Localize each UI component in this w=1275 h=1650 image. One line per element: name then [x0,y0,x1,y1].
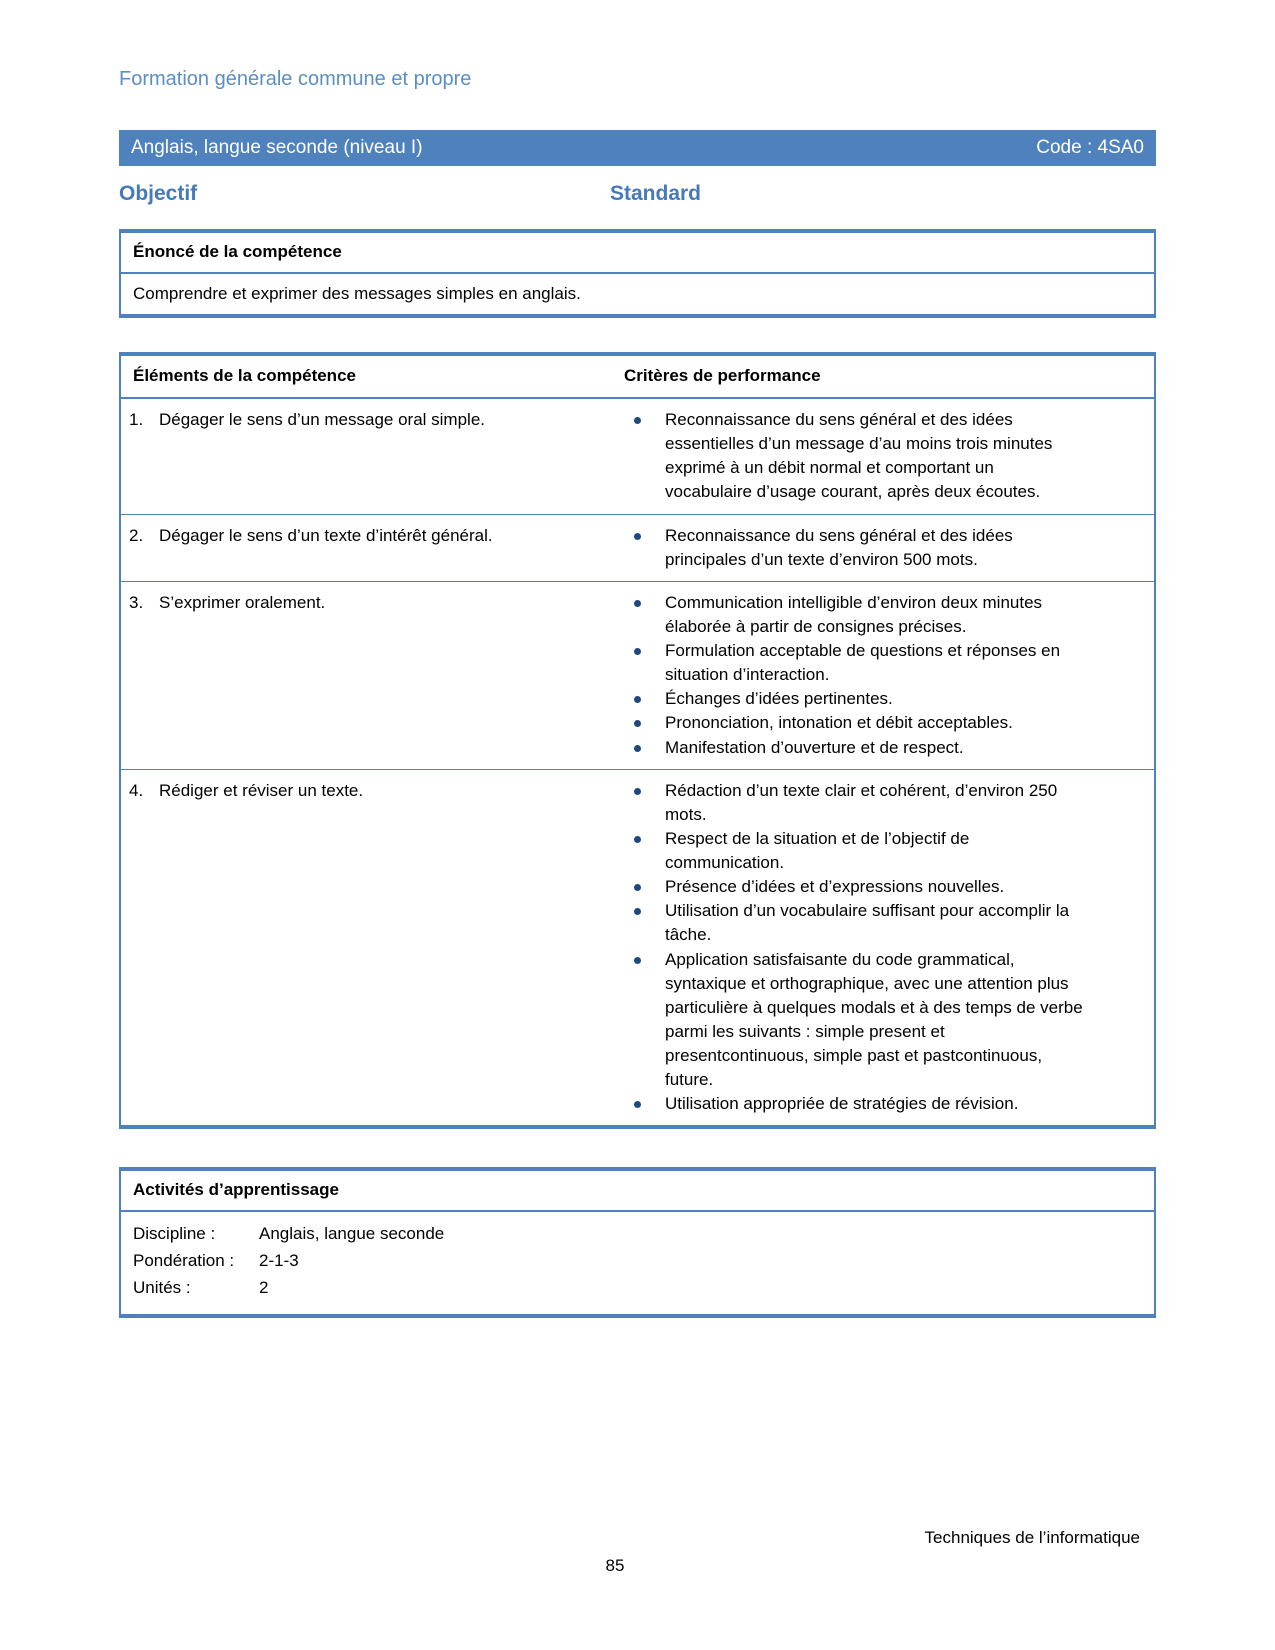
criterion-item [612,408,1090,505]
activity-label: Pondération : [133,1251,235,1271]
criteria-list [612,591,1144,760]
table-row [121,514,1154,581]
criterion-item [612,639,1090,687]
activity-value: Anglais, langue seconde [259,1224,445,1243]
elements-column-header: Éléments de la compétence [133,366,356,385]
criterion-item [612,948,1090,1093]
criterion-text: Formulation acceptable de questions et réponses en situation d’interaction. [665,641,1061,685]
criterion-text: Rédaction d’un texte clair et cohérent, d’environ 250 mots. [665,780,1058,824]
element-cell [121,582,612,769]
activity-label: Unités : [133,1278,191,1298]
table-row [121,398,1154,514]
criteria-cell [612,582,1154,769]
element-text: Dégager le sens d’un texte d’intérêt général. [159,525,493,545]
element-text: Rédiger et réviser un texte. [159,780,364,800]
table-row [121,581,1154,769]
enonce-box [119,229,1156,318]
criterion-text: Manifestation d’ouverture et de respect. [665,737,964,757]
course-code: Code : 4SA0 [1036,137,1144,158]
criterion-item [612,779,1090,827]
table-header-row [121,356,1154,398]
criteria-cell [612,399,1154,514]
criteria-list [612,524,1144,572]
criterion-item [612,711,1090,735]
criterion-item [612,524,1090,572]
criterion-text: Échanges d’idées pertinentes. [665,689,893,709]
enonce-text: Comprendre et exprimer des messages simples en anglais. [133,284,581,303]
activity-row [133,1247,1142,1274]
table-rows [121,398,1154,1125]
activities-box [119,1167,1156,1318]
element-number: 3. [129,592,144,612]
criterion-item [612,1092,1090,1116]
criterion-text: Reconnaissance du sens général et des idées essentielles d’un message d’au moins trois minutes exprimé à un débit normal et comportant un vocabulaire d’usage courant, après deux écoutes. [665,410,1053,502]
objectif-heading: Objectif [119,182,198,205]
element-number: 2. [129,525,144,545]
activity-row [133,1274,1142,1301]
element-text: S’exprimer oralement. [159,592,326,612]
activity-label: Discipline : [133,1224,216,1243]
element-cell [121,515,612,581]
standard-heading: Standard [610,182,702,205]
criterion-text: Utilisation appropriée de stratégies de révision. [665,1094,1019,1114]
activities-rows [121,1212,1154,1314]
section-title: Formation générale commune et propre [119,68,472,90]
table-row [121,769,1154,1126]
element-cell [121,770,612,1126]
criteria-cell [612,770,1154,1126]
element-text: Dégager le sens d’un message oral simple. [159,410,486,429]
column-headings [119,182,1156,206]
criterion-text: Respect de la situation et de l’objectif de communication. [665,828,970,872]
criterion-item [612,736,1090,760]
course-banner [119,130,1156,166]
activity-row [133,1220,1142,1247]
criteria-cell [612,515,1154,581]
page-number: 85 [605,1556,625,1575]
activity-value: 2-1-3 [259,1251,299,1271]
criterion-item [612,875,1090,899]
criterion-item [612,591,1090,639]
criteria-list [612,779,1144,1117]
criterion-text: Application satisfaisante du code grammatical, syntaxique et orthographique, avec une attention plus particulière à quelques modals et à des temps de verbe parmi les suivants : simple present et presentcontinuous, simple past et pastcontinuous, future. [665,949,1083,1090]
activity-value: 2 [259,1278,269,1298]
criterion-text: Prononciation, intonation et débit acceptables. [665,713,1013,733]
element-number: 1. [129,410,144,429]
criteria-list [612,408,1144,505]
element-number: 4. [129,780,144,800]
criterion-text: Présence d’idées et d’expressions nouvelles. [665,877,1005,897]
criteres-column-header: Critères de performance [624,366,821,385]
criterion-text: Communication intelligible d’environ deux minutes élaborée à partir de consignes précises. [665,592,1043,636]
element-cell [121,399,612,514]
criterion-text: Reconnaissance du sens général et des idées principales d’un texte d’environ 500 mots. [665,525,1013,569]
competence-table [119,352,1156,1129]
criterion-item [612,899,1090,947]
criterion-item [612,827,1090,875]
activities-header: Activités d’apprentissage [121,1171,1154,1212]
criterion-item [612,687,1090,711]
course-title: Anglais, langue seconde (niveau I) [131,137,423,158]
enonce-header: Énoncé de la compétence [121,233,1154,274]
footer-section-label: Techniques de l’informatique [924,1528,1140,1547]
criterion-text: Utilisation d’un vocabulaire suffisant pour accomplir la tâche. [665,901,1070,945]
